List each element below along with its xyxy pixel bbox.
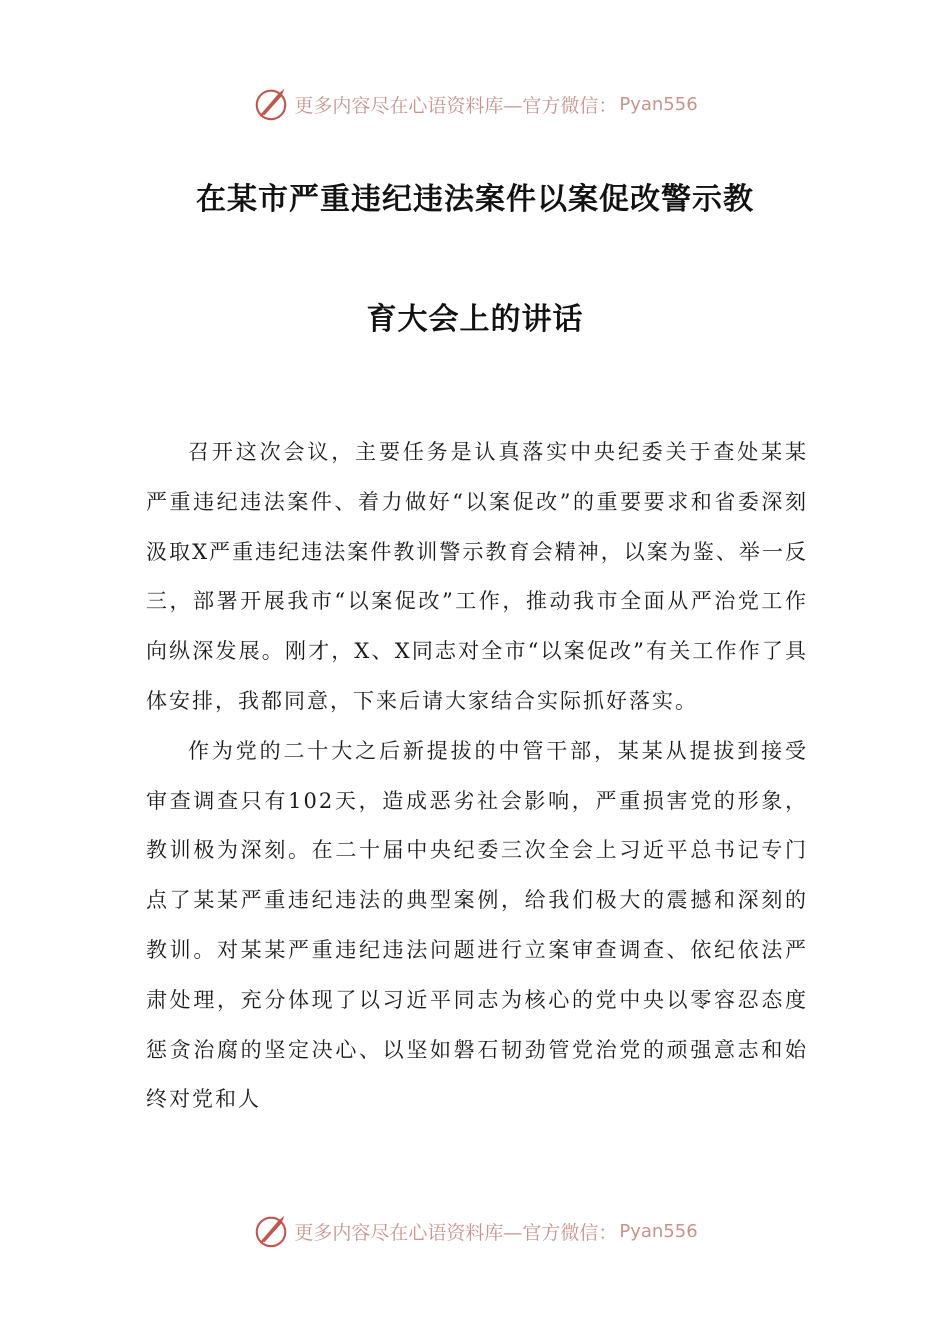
body-paragraph: 作为党的二十大之后新提拔的中管干部，某某从提拔到接受审查调查只有102天，造成恶劣社会影响，严重损害党的形象，教训极为深刻。在二十届中央纪委三次全会上习近平总书记专门点了某某严重违纪违法的典型案例，给我们极大的震撼和深刻的教训。对某某严重违纪违法问题进行立案审查调查、依纪依法严肃处理，充分体现了以习近平同志为核心的党中央以零容忍态度惩贪治腐的坚定决心、以坚如磐石韧劲管党治党的顽强意志和始终对党和人	[146, 738, 808, 1112]
watermark-text: 更多内容尽在心语资料库—官方微信：	[294, 1221, 618, 1244]
document-title-line-1: 在某市严重违纪违法案件以案促改警示教	[196, 182, 754, 217]
watermark-wechat-id: Pyan556	[619, 93, 698, 115]
quill-logo-icon	[252, 1212, 290, 1250]
quill-logo-icon	[252, 85, 290, 123]
watermark-text: 更多内容尽在心语资料库—官方微信：	[294, 94, 618, 117]
document-body	[146, 428, 808, 1125]
body-paragraph: 召开这次会议，主要任务是认真落实中央纪委关于查处某某严重违纪违法案件、着力做好“以案促改”的重要要求和省委深刻汲取X严重违纪违法案件教训警示教育会精神，以案为鉴、举一反三，部署开展我市“以案促改”工作，推动我市全面从严治党工作向纵深发展。刚才，X、X同志对全市“以案促改”有关工作作了具体安排，我都同意，下来后请大家结合实际抓好落实。	[146, 440, 808, 713]
header-watermark	[0, 84, 950, 124]
footer-watermark	[0, 1211, 950, 1251]
document-title-line-2: 育大会上的讲话	[366, 302, 584, 337]
watermark-wechat-id: Pyan556	[619, 1220, 698, 1242]
